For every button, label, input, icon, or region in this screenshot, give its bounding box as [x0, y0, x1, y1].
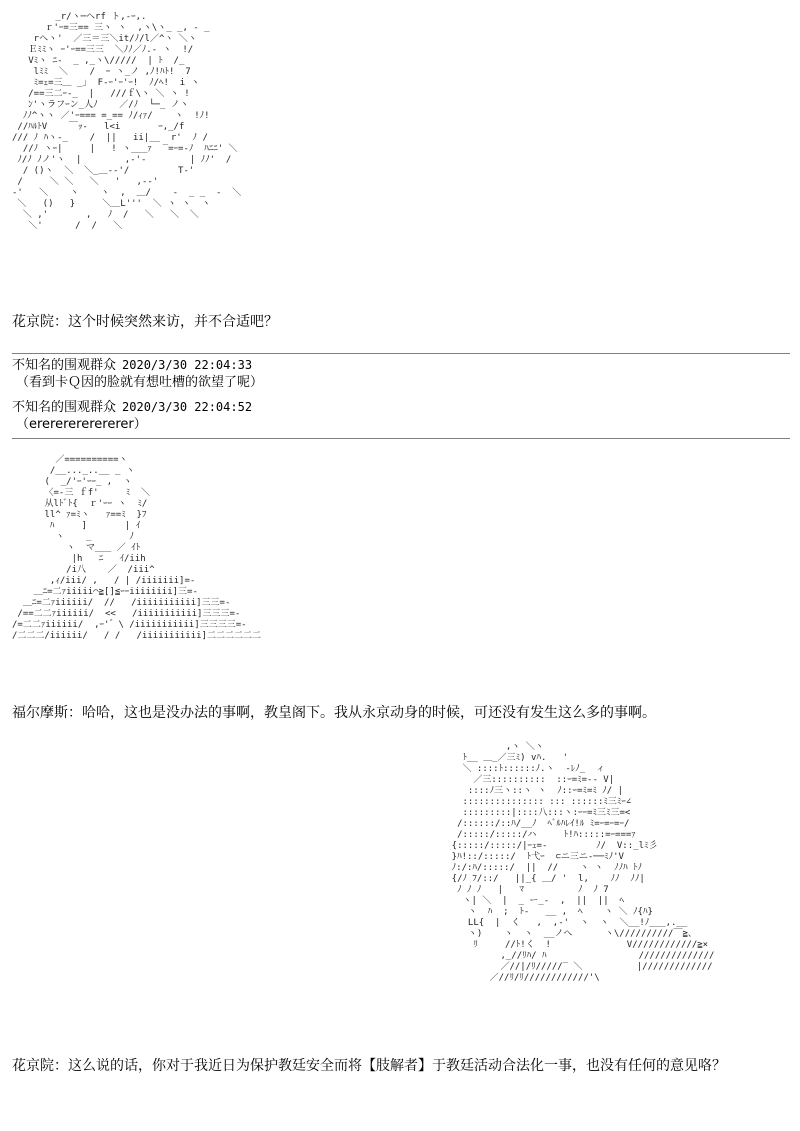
- comment-author: 不知名的围观群众: [12, 400, 117, 415]
- dialogue-line-2: 福尔摩斯：哈哈，这也是没办法的事啊，教皇阁下。我从永京动身的时候，可还没有发生这么多的事啊。: [12, 705, 656, 721]
- comment-header: [12, 357, 263, 374]
- dialogue-line-3: 花京院：这么说的话，你对于我近日为保护教廷安全而将【肢解者】于教廷活动合法化一事，也没有任何的意见咯？: [12, 1058, 726, 1074]
- comment-text: （看到卡Ｑ因的脸就有想吐槽的欲望了呢）: [16, 375, 264, 390]
- comment-header: [12, 399, 252, 416]
- comment-author: 不知名的围观群众: [12, 358, 117, 373]
- comment-1: [12, 357, 263, 391]
- ascii-art-figure-3: ,ヽ ＼ヽ ﾄ__ ＿_／三ﾐ) vﾊ. ' ＼ ::::ﾄ::::::ﾉ.ヽ ‐ﾚﾉ_ ィ ／三:::::::::: ::ｰ=ﾐ=‐‐ V| ::::ﾉ三ヽ::ヽ ヽ ﾉ::ｰ=ﾐ=ﾐ ﾉ/ | ::::::::::::::: ::: ::::::ﾐ三ﾐｰ∠ :::::::::|::::八:::ヽ:ｰｰ=ﾐ三ﾐ三=< /::::::/::ﾊ/__ﾉ ﾍﾞﾙﾊﾚｲ!ﾙ ﾐ=ｰ=ｰ=ｰ/ /:::::/:::::/ハ ﾄ!ﾊ:::::=ｰ===ｧ {:::::/:::::/|ｰｪ=- ﾉ/ V::_lﾐ彡 }ﾊ!::/:::::/ ﾄ弋ｰ ⊂ニ三ニ‐──ﾐﾉ'V ﾉ:/:ﾊ/:::::/ || // ヽ ヽ ﾉﾉﾊ ﾄﾉ {/ﾉ ﾌ/::/ ||_{ ＿/ ' l, ﾉﾉ ﾉﾉ| ﾉ ﾉ ﾉ | ﾏ ﾉ ﾉ 7 ヽ| ＼ | _ ー_- , || || ﾍ ヽ ﾊ ; ﾄ- __ , ﾍ ヽ ＼ ﾉ{ﾊ} LL{ | く , ,-' ヽ ヽ ＼__!ﾉ___,.__ ヽ) ヽ ヽ __ノへ ヽ\//////////￣≧、 ﾘ //ﾄ!く ! V////////////≧× ,_//ﾘﾊ/ ﾊ ////////////// ／//|/ﾘ/////‾ ＼ |///////////// ／//ﾘ/ﾘ////////////'\: [451, 742, 715, 983]
- comment-2: [12, 399, 252, 433]
- comment-text: （erererererererer）: [16, 417, 147, 432]
- dialogue-line-1: 花京院：这个时候突然来访，并不合适吧？: [12, 314, 278, 330]
- comment-divider-top: [12, 353, 790, 354]
- comment-timestamp: 2020/3/30 22:04:52: [122, 400, 253, 414]
- ascii-art-figure-2: ／==========ヽ /__..._..__ _ ヽ ( _/'ｰ'ｰｰ_ , ヽ 〈=-三 ｆf' ﾐ ＼ 从lﾄﾞﾄ{ ｒ'ｰｰ ヽ ﾐ/ ll^ ｧ=ﾐヽ ｧ==ﾐ }ﾌ ﾊ ] | ｲ ヽ _ ﾉ ヽ マ___ ／ ｲﾄ |h ﾆ ｲ/iih /i八 ／ /iii^ ,ｨ/iii/ , / | /iiiiiii]=- ＿ﾆ=二ｧiiiii⌒≧[]≦ｰｰiiiiiiii]三=- ＿ﾆ=二ｧiiiiii/ // /iiiiiiiiiii]三三=- /==二二ｧiiiiii/ << /iiiiiiiiiii]三三三=- /=二二ｧiiiiii/ ,ｰ'゛\ /iiiiiiiiiii]三三三三=- /二二二/iiiiii/ / / /iiiiiiiiiii]二二二二二二: [12, 455, 261, 641]
- comment-divider-bottom: [12, 438, 790, 439]
- comment-timestamp: 2020/3/30 22:04:33: [122, 358, 253, 372]
- ascii-art-figure-1: _r/ヽ─ヘrf ト,-ｰ,. ｒ'ｰ=三== 三ヽ ヽ ,ヽ\ヽ_ _, ‐ _ rヘヽ' ／三＝三＼it/ﾉ/l／^ヽ ＼ヽ Ｅﾐﾐヽ ｰ'ｰ==三三 ＼ﾉﾉ／ﾉ.‐ ヽ !/ Vﾐヽ ﾆ- _ ,_ヽ\///// | ﾄ /_ lﾐﾐ ＼ / ｰ ヽ_ノ ,ﾉ!ﾊﾄ! 7 ﾐ=ｪ=三＿ _｣ F-ｰ'ｰ'ｰ! ﾉ/ﾍ! i ヽ /==三二ｰ-_ | ///ｆ\ヽ ＼ ヽ ! ﾝ'ヽラフｰン_人ﾉ ／/ﾉ └─_ ノヽ ﾉﾉ^ヽヽ ／'ｰ=== =_== ﾉ/ｨｧ/ ヽ !ﾉ! //ﾊﾙﾄV ￣ｯ- l<i ｰ,_/f /// ﾉ ﾊヽ-_ / || ii|__ r' ﾉ / //ﾉ ヽｰ| | ! ヽ___ｧ ‾=ｰ=-ﾉ ﾊﾆﾆ' ＼ ﾉ/ﾉ ﾉノ'ヽ | ,-'- | ﾉﾉ' / / ()ヽ ＼ ＼_＿-‐'/ T-' / ＼ ＼ ＼ ' ,--' -' ＼ ヽ ヽ , ＿/ ‐ _ _ ‐ ＼ ＼ () } ＼＿L''' ＼ ヽ ヽ ヽ ＼ ,' , ﾉ / ＼ ＼ ＼ ＼' / / ＼: [12, 12, 242, 231]
